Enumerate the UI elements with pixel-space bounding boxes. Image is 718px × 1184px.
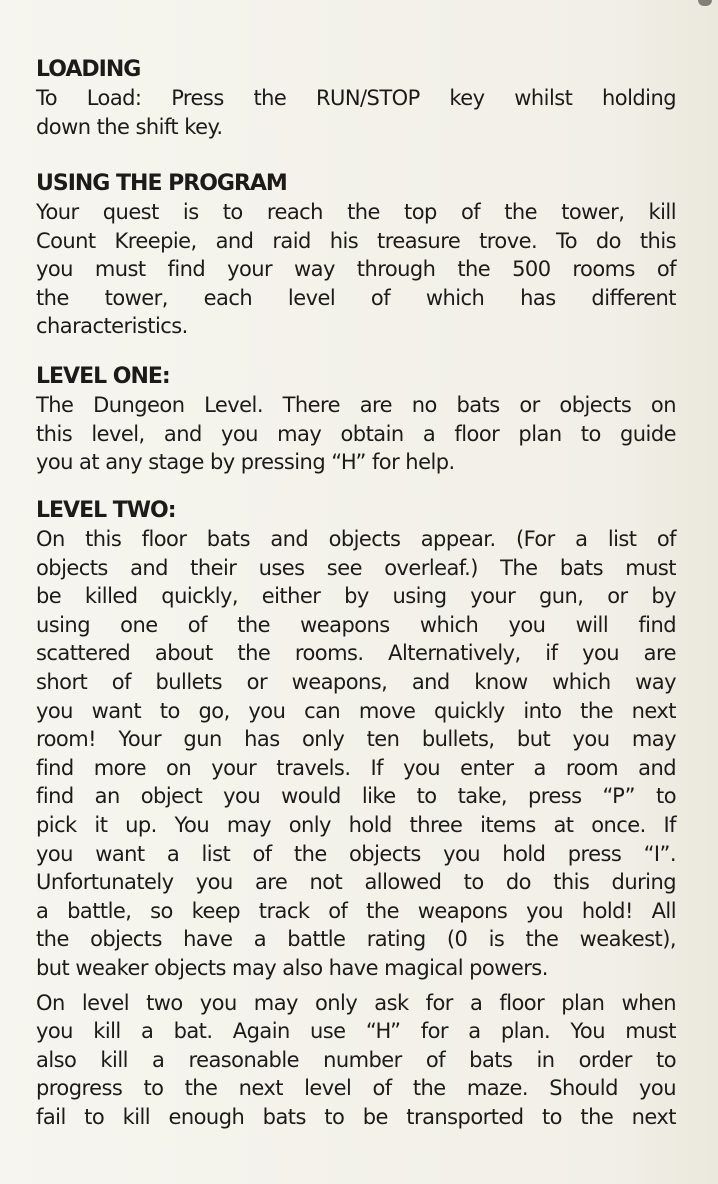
level-two-line: short of bullets or weapons, and know which way [36,669,676,694]
level-two-line: you kill a bat. Again use “H” for a plan. You must [36,1019,676,1044]
level-two-line: the objects have a battle rating (0 is the weakest), [36,927,676,952]
using-line: you must find your way through the 500 rooms of [36,257,676,282]
level-one-paragraph [36,391,676,477]
loading-line: To Load: Press the RUN/STOP key whilst holding [36,86,676,110]
level-two-line: fail to kill enough bats to be transported to the next [36,1104,676,1129]
using-program-heading: USING THE PROGRAM [36,171,287,196]
level-two-line: a battle, so keep track of the weapons you hold! All [36,898,676,923]
level-two-section [36,497,676,1131]
loading-line: down the shift key. [36,114,223,139]
level-two-line: also kill a reasonable number of bats in order to [36,1047,676,1072]
loading-paragraph [36,84,676,141]
using-line: Count Kreepie, and raid his treasure trove. To do this [36,228,676,253]
level-two-heading: LEVEL TWO: [36,498,176,523]
using-program-section [36,170,676,341]
level-two-line: be killed quickly, either by using your gun, or by [36,584,676,609]
level-two-line: progress to the next level of the maze. Should you [36,1076,676,1101]
using-line: characteristics. [36,314,188,339]
level-one-heading: LEVEL ONE: [36,364,170,389]
level-two-line: find an object you would like to take, press “P” to [36,784,676,809]
using-program-paragraph [36,198,676,341]
level-two-line: pick it up. You may only hold three items at once. If [36,812,676,837]
level-two-line: objects and their uses see overleaf.) The bats must [36,555,676,580]
page-corner-mark [698,0,712,6]
level-two-line: On level two you may only ask for a floor plan when [36,990,676,1015]
level-two-line: find more on your travels. If you enter a room and [36,755,676,780]
using-line: the tower, each level of which has different [36,285,676,310]
level-one-section [36,363,676,477]
level-two-line: you want a list of the objects you hold press “I”. [36,841,676,866]
level-two-line: scattered about the rooms. Alternatively, if you are [36,641,676,666]
loading-heading: LOADING [36,57,141,82]
level-one-line: you at any stage by pressing “H” for help. [36,450,455,475]
level-one-line: this level, and you may obtain a floor plan to guide [36,421,676,446]
level-two-line: room! Your gun has only ten bullets, but you may [36,727,676,752]
level-two-line: using one of the weapons which you will find [36,612,676,637]
level-two-paragraph [36,525,676,983]
loading-section [36,56,676,141]
level-one-line: The Dungeon Level. There are no bats or objects on [36,393,676,417]
level-two-line: you want to go, you can move quickly into the next [36,698,676,723]
level-two-paragraph-2 [36,989,676,1132]
level-two-line: Unfortunately you are not allowed to do this during [36,870,676,895]
using-line: Your quest is to reach the top of the tower, kill [36,200,676,224]
level-two-line: On this floor bats and objects appear. (For a list of [36,527,676,551]
level-two-line: but weaker objects may also have magical powers. [36,955,548,980]
